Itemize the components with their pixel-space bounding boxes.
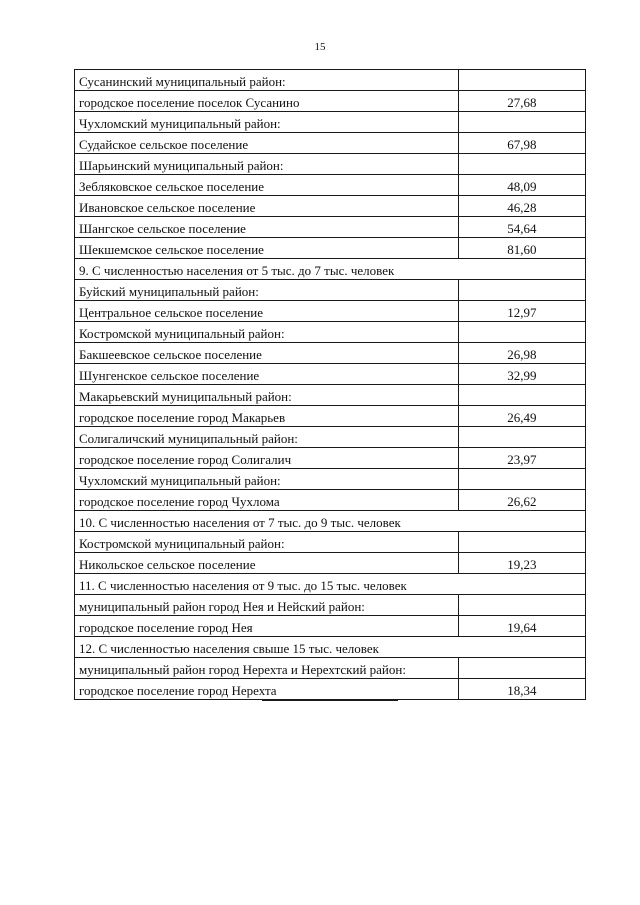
group-row <box>75 427 586 448</box>
value-cell <box>458 595 585 616</box>
group-row <box>75 280 586 301</box>
group-row <box>75 385 586 406</box>
table-row <box>75 217 586 238</box>
settlement-name: городское поселение город Чухлома <box>75 490 459 511</box>
section-row <box>75 511 586 532</box>
table-row <box>75 175 586 196</box>
table-row <box>75 616 586 637</box>
value-cell <box>458 280 585 301</box>
table-row <box>75 301 586 322</box>
value-cell: 19,23 <box>458 553 585 574</box>
group-row <box>75 154 586 175</box>
end-divider <box>262 700 398 701</box>
table-row <box>75 364 586 385</box>
value-cell: 26,49 <box>458 406 585 427</box>
value-cell <box>458 154 585 175</box>
value-cell: 26,98 <box>458 343 585 364</box>
page-number: 15 <box>314 41 326 53</box>
settlements-table <box>74 69 586 700</box>
group-row <box>75 70 586 91</box>
district-name: Чухломский муниципальный район: <box>75 112 459 133</box>
value-cell <box>458 385 585 406</box>
settlement-name: городское поселение поселок Сусанино <box>75 91 459 112</box>
value-cell: 81,60 <box>458 238 585 259</box>
value-cell <box>458 70 585 91</box>
value-cell: 18,34 <box>458 679 585 700</box>
value-cell: 12,97 <box>458 301 585 322</box>
table-row <box>75 91 586 112</box>
settlement-name: Судайское сельское поселение <box>75 133 459 154</box>
settlement-name: Шекшемское сельское поселение <box>75 238 459 259</box>
value-cell <box>458 469 585 490</box>
value-cell: 27,68 <box>458 91 585 112</box>
table-row <box>75 343 586 364</box>
value-cell: 46,28 <box>458 196 585 217</box>
section-heading: 11. С численностью населения от 9 тыс. до 15 тыс. человек <box>75 574 586 595</box>
value-cell <box>458 532 585 553</box>
table-row <box>75 490 586 511</box>
settlement-name: городское поселение город Солигалич <box>75 448 459 469</box>
value-cell: 67,98 <box>458 133 585 154</box>
group-row <box>75 112 586 133</box>
district-name: Костромской муниципальный район: <box>75 532 459 553</box>
settlement-name: Бакшеевское сельское поселение <box>75 343 459 364</box>
group-row <box>75 532 586 553</box>
district-name: Сусанинский муниципальный район: <box>75 70 459 91</box>
value-cell: 48,09 <box>458 175 585 196</box>
section-heading: 9. С численностью населения от 5 тыс. до 7 тыс. человек <box>75 259 586 280</box>
settlement-name: Ивановское сельское поселение <box>75 196 459 217</box>
section-row <box>75 259 586 280</box>
value-cell <box>458 658 585 679</box>
value-cell: 26,62 <box>458 490 585 511</box>
table-row <box>75 553 586 574</box>
district-name: Солигаличский муниципальный район: <box>75 427 459 448</box>
section-heading: 10. С численностью населения от 7 тыс. до 9 тыс. человек <box>75 511 586 532</box>
table-row <box>75 406 586 427</box>
table-row <box>75 679 586 700</box>
settlement-name: Зебляковское сельское поселение <box>75 175 459 196</box>
district-name: Чухломский муниципальный район: <box>75 469 459 490</box>
value-cell: 54,64 <box>458 217 585 238</box>
group-row <box>75 658 586 679</box>
settlement-name: Шангское сельское поселение <box>75 217 459 238</box>
district-name: Буйский муниципальный район: <box>75 280 459 301</box>
table-row <box>75 238 586 259</box>
section-heading: 12. С численностью населения свыше 15 тыс. человек <box>75 637 586 658</box>
section-row <box>75 574 586 595</box>
settlement-name: городское поселение город Нерехта <box>75 679 459 700</box>
value-cell: 23,97 <box>458 448 585 469</box>
settlement-name: городское поселение город Нея <box>75 616 459 637</box>
value-cell: 32,99 <box>458 364 585 385</box>
group-row <box>75 322 586 343</box>
settlement-name: Шунгенское сельское поселение <box>75 364 459 385</box>
value-cell <box>458 322 585 343</box>
settlement-name: Центральное сельское поселение <box>75 301 459 322</box>
group-row <box>75 469 586 490</box>
district-name: Шарьинский муниципальный район: <box>75 154 459 175</box>
district-name: муниципальный район город Нея и Нейский район: <box>75 595 459 616</box>
settlement-name: Никольское сельское поселение <box>75 553 459 574</box>
value-cell: 19,64 <box>458 616 585 637</box>
district-name: Костромской муниципальный район: <box>75 322 459 343</box>
value-cell <box>458 427 585 448</box>
table-row <box>75 196 586 217</box>
district-name: муниципальный район город Нерехта и Нерехтский район: <box>75 658 459 679</box>
district-name: Макарьевский муниципальный район: <box>75 385 459 406</box>
table-row <box>75 133 586 154</box>
group-row <box>75 595 586 616</box>
value-cell <box>458 112 585 133</box>
settlement-name: городское поселение город Макарьев <box>75 406 459 427</box>
section-row <box>75 637 586 658</box>
table-body <box>75 70 586 700</box>
table-row <box>75 448 586 469</box>
